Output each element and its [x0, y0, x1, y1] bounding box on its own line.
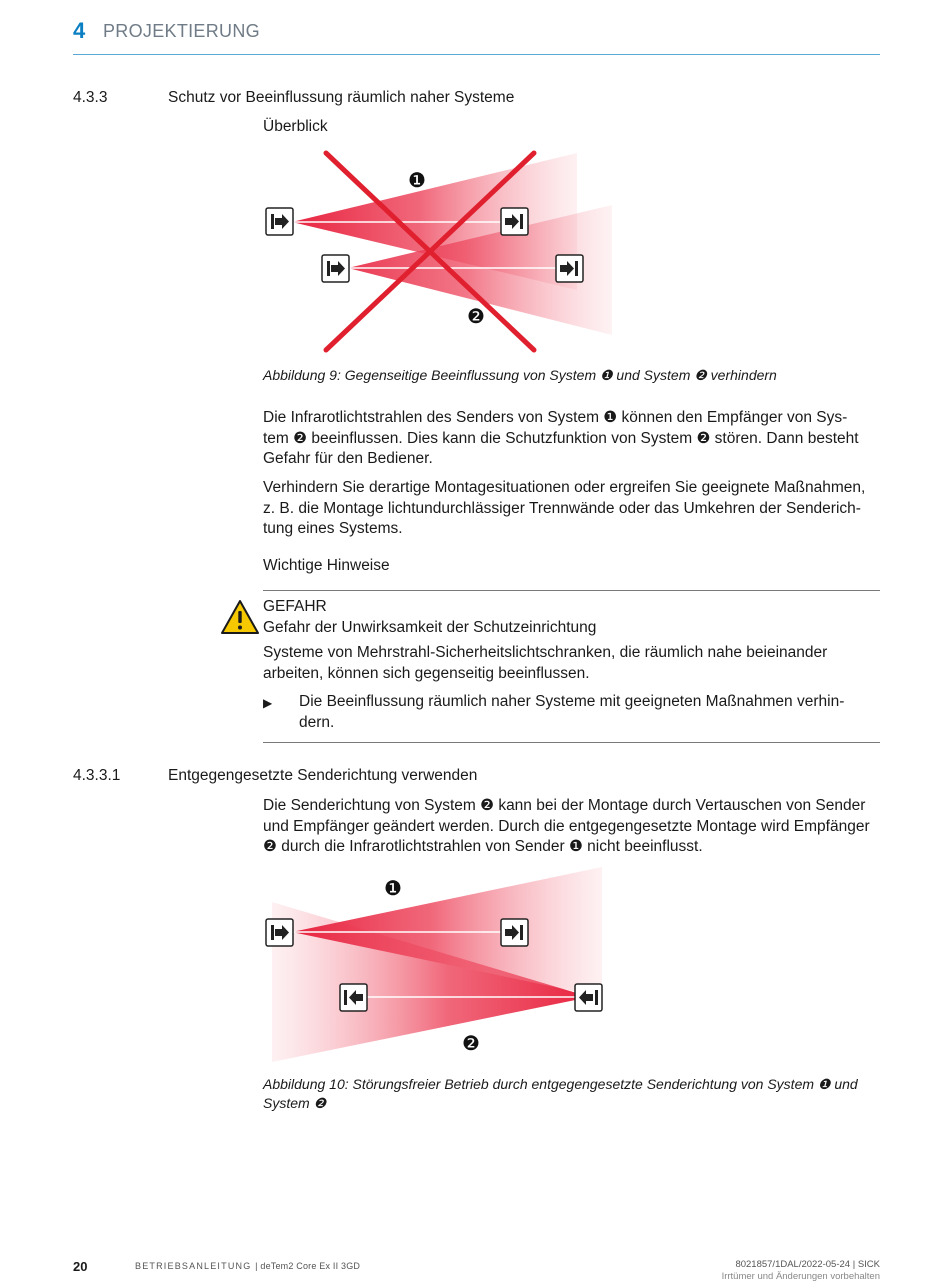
paragraph-line: Verhindern Sie derartige Montagesituationen oder ergreifen Sie geeignete Maßnahmen, [263, 479, 866, 496]
paragraph [263, 408, 881, 470]
product-name: | deTem2 Core Ex II 3GD [255, 1261, 361, 1271]
danger-action [299, 692, 881, 733]
paragraph-line: Die Beeinflussung räumlich naher Systeme mit geeigneten Maßnahmen verhin- [299, 693, 845, 710]
page-number: 20 [73, 1259, 88, 1274]
paragraph-line: Systeme von Mehrstrahl-Sicherheitslichtschranken, die räumlich nahe beieinander [263, 644, 828, 661]
bullet-arrow-icon: ▶ [263, 696, 273, 710]
sender-icon [322, 255, 349, 282]
caption-line: System ❷ [263, 1095, 327, 1111]
footer-document-id [722, 1259, 880, 1283]
receiver-icon [501, 208, 528, 235]
receiver-icon [556, 255, 583, 282]
paragraph-line: tung eines Systems. [263, 520, 403, 537]
notes-heading: Wichtige Hinweise [263, 557, 390, 574]
marker-system-2: ❷ [462, 1031, 480, 1055]
overview-heading: Überblick [263, 118, 328, 135]
figure-opposite-direction [262, 862, 622, 1070]
marker-system-1: ❶ [408, 168, 426, 192]
danger-text [263, 643, 881, 684]
figure-caption: Abbildung 9: Gegenseitige Beeinflussung von System ❶ und System ❷ verhindern [263, 367, 777, 383]
danger-label: GEFAHR [263, 598, 327, 615]
section-number: 4.3.3 [73, 89, 108, 106]
sender-icon [266, 919, 293, 946]
sender-icon [575, 984, 602, 1011]
paragraph-line: dern. [299, 713, 335, 731]
disclaimer: Irrtümer und Änderungen vorbehalten [721, 1271, 880, 1282]
section-title: Schutz vor Beeinflussung räumlich naher Systeme [168, 89, 515, 106]
subsection-title: Entgegengesetzte Senderichtung verwenden [168, 767, 478, 784]
caption-line: Abbildung 10: Störungsfreier Betrieb durch entgegengesetzte Senderichtung von System ❶ und [263, 1076, 858, 1092]
header-divider [73, 54, 880, 55]
danger-subtitle: Gefahr der Unwirksamkeit der Schutzeinrichtung [263, 619, 597, 636]
document-id: 8021857/1DAL/2022-05-24 | SICK [735, 1259, 880, 1270]
paragraph-line: und Empfänger geändert werden. Durch die entgegengesetzte Montage wird Empfänger [263, 817, 870, 835]
chapter-title: PROJEKTIERUNG [103, 21, 260, 41]
figure-caption [263, 1075, 881, 1113]
receiver-icon [340, 984, 367, 1011]
figure-mutual-interference [262, 145, 622, 357]
chapter-number: 4 [73, 18, 86, 43]
paragraph-line: tem ❷ beeinflussen. Dies kann die Schutzfunktion von System ❷ stören. Dann besteht [263, 429, 859, 447]
paragraph [263, 478, 881, 540]
footer-document-title [135, 1261, 360, 1271]
danger-bottom-rule [263, 742, 880, 743]
receiver-icon [501, 919, 528, 946]
paragraph-line: z. B. die Montage lichtundurchlässiger Trennwände oder das Umkehren der Senderich- [263, 499, 861, 517]
paragraph-line: arbeiten, können sich gegenseitig beeinflussen. [263, 664, 590, 682]
paragraph-line: ❷ durch die Infrarotlichtstrahlen von Sender ❶ nicht beeinflusst. [263, 838, 703, 855]
warning-triangle-icon [220, 599, 260, 635]
document-type: BETRIEBSANLEITUNG [135, 1261, 252, 1271]
paragraph [263, 796, 881, 858]
sender-icon [266, 208, 293, 235]
paragraph-line: Gefahr für den Bediener. [263, 450, 433, 467]
paragraph-line: Die Senderichtung von System ❷ kann bei der Montage durch Vertauschen von Sender [263, 797, 866, 814]
marker-system-1: ❶ [384, 876, 402, 900]
danger-top-rule [263, 590, 880, 591]
paragraph-line: Die Infrarotlichtstrahlen des Senders von System ❶ können den Empfänger von Sys- [263, 409, 848, 426]
subsection-number: 4.3.3.1 [73, 767, 121, 784]
marker-system-2: ❷ [467, 304, 485, 328]
